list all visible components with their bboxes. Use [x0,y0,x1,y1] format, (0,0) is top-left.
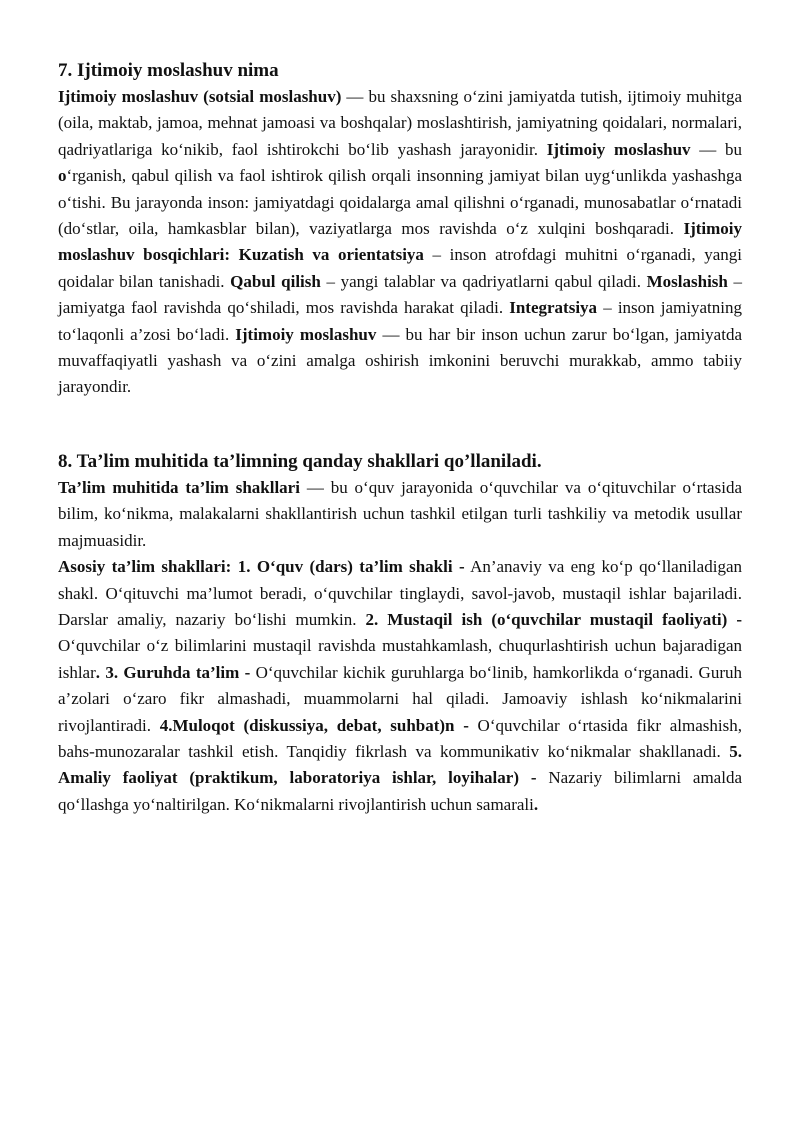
text-run: O‘quvchilar o‘z bilimlarini mustaqil ravishda mustahkamlash, chuqurlashtirish uchun bajaradigan ishlar [58,636,742,682]
page-content [58,58,742,818]
section-7-paragraph [58,84,742,401]
text-run: – jamiyatga faol ravishda qo‘shiladi, mos ravishda harakat qiladi. [58,271,742,318]
section-8-paragraph-1 [58,475,742,554]
term-integratsiya: Integratsiya [509,298,598,318]
text-run: — bu o‘quv jarayonida o‘quvchilar va o‘qituvchilar o‘rtasida bilim, ko‘nikma, malakalarni shakllantirish uchun tashkil etilgan turli tashkiliy va metodik usullar majmuasidir. [58,477,742,550]
term-moslashish: Moslashish [646,271,728,291]
term-guruhda-talim: . 3. Guruhda ta’lim - [95,662,251,682]
section-8-paragraph-2 [58,554,742,818]
section-8-heading: 8. Ta’lim muhitida ta’limning qanday shakllari qo’llaniladi. [58,450,542,472]
text-run: O‘quvchilar o‘rtasida fikr almashish, bahs-munozaralar tashkil etish. Tanqidiy fikrlash va kommunikativ ko‘nikmalar shakllanadi. [58,715,742,761]
term-muloqot: 4.Muloqot (diskussiya, debat, suhbat)n - [159,715,469,735]
term-ijtimoiy-moslashuv: Ijtimoiy moslashuv (sotsial moslashuv) [58,87,342,106]
section-7-heading: 7. Ijtimoiy moslashuv nima [58,60,279,81]
term-talim-shakllari: Ta’lim muhitida ta’lim shakllari [58,477,300,497]
term-bosqichlar: Ijtimoiy moslashuv bosqichlari: Kuzatish va orientatsiya [58,219,742,265]
text-run: An’anaviy va eng ko‘p qo‘llaniladigan shakl. O‘qituvchi ma’lumot beradi, o‘quvchilar tinglaydi, savol-javob, mustaqil ishlar bajariladi. Darslar amaliy, nazariy bo‘lishi mumkin. [58,557,742,629]
text-run: — bu shaxsning o‘zini jamiyatda tutish, ijtimoiy muhitga (oila, maktab, jamoa, mehnat jamoasi va boshqalar) moslashtirish, jamiyatning qoidalari, normalari, qadriyatlariga ko‘nikib, faol ishtirokchi bo‘lib yashash jarayonidir. [58,87,742,159]
text-run: – inson jamiyatning to‘laqonli a’zosi bo‘ladi. [58,298,742,344]
text-run: – yangi talablar va qadriyatlarni qabul qiladi. [320,271,647,291]
term-ijtimoiy-moslashuv: Ijtimoiy moslashuv [546,139,691,159]
text-run: — bu har bir inson uchun zarur bo‘lgan, jamiyatda muvaffaqiyatli yashash va o‘zini amalga oshirish imkonini beruvchi murakkab, ammo tabiiy jarayondir. [58,324,743,397]
text-run: – inson atrofdagi muhitni o‘rganadi, yangi qoidalar bilan tanishadi. [58,245,742,291]
term-asosiy-shakllar: Asosiy ta’lim shakllari: 1. O‘quv (dars) ta’lim shakli - [58,557,465,577]
term-mustaqil-ish: 2. Mustaqil ish (o‘quvchilar mustaqil faoliyati) - [365,609,742,629]
term-ijtimoiy-moslashuv: Ijtimoiy moslashuv [235,324,377,344]
term-amaliy-faoliyat: 5. Amaliy faoliyat (praktikum, laboratoriya ishlar, loyihalar) - [58,741,742,788]
bold-letter: o [58,166,67,186]
text-run: — bu [690,139,742,159]
text-run: O‘quvchilar kichik guruhlarga bo‘linib, hamkorlikda o‘rganadi. Guruh a’zolari o‘zaro fikr almashadi, muammolarni hal qiladi. Jamoaviy ishlash ko‘nikmalarini rivojlantiradi. [58,662,742,735]
final-period: . [533,794,539,814]
term-qabul-qilish: Qabul qilish [230,271,321,291]
text-run: ‘rganish, qabul qilish va faol ishtirok qilish orqali insonning jamiyat bilan uyg‘unlikda yashashga o‘tishi. Bu jarayonda inson: jamiyatdagi qoidalarga amal qilishni o‘rganadi, munosabatlar o‘rnatadi (do‘stlar, oila, hamkasblar bilan), vaziyatlarga mos ravishda o‘z xulqini boshqaradi. [58,166,742,239]
text-run: Nazariy bilimlarni amalda qo‘llashga yo‘naltirilgan. Ko‘nikmalarni rivojlantirish uchun samarali [58,768,742,814]
section-gap [58,401,742,449]
